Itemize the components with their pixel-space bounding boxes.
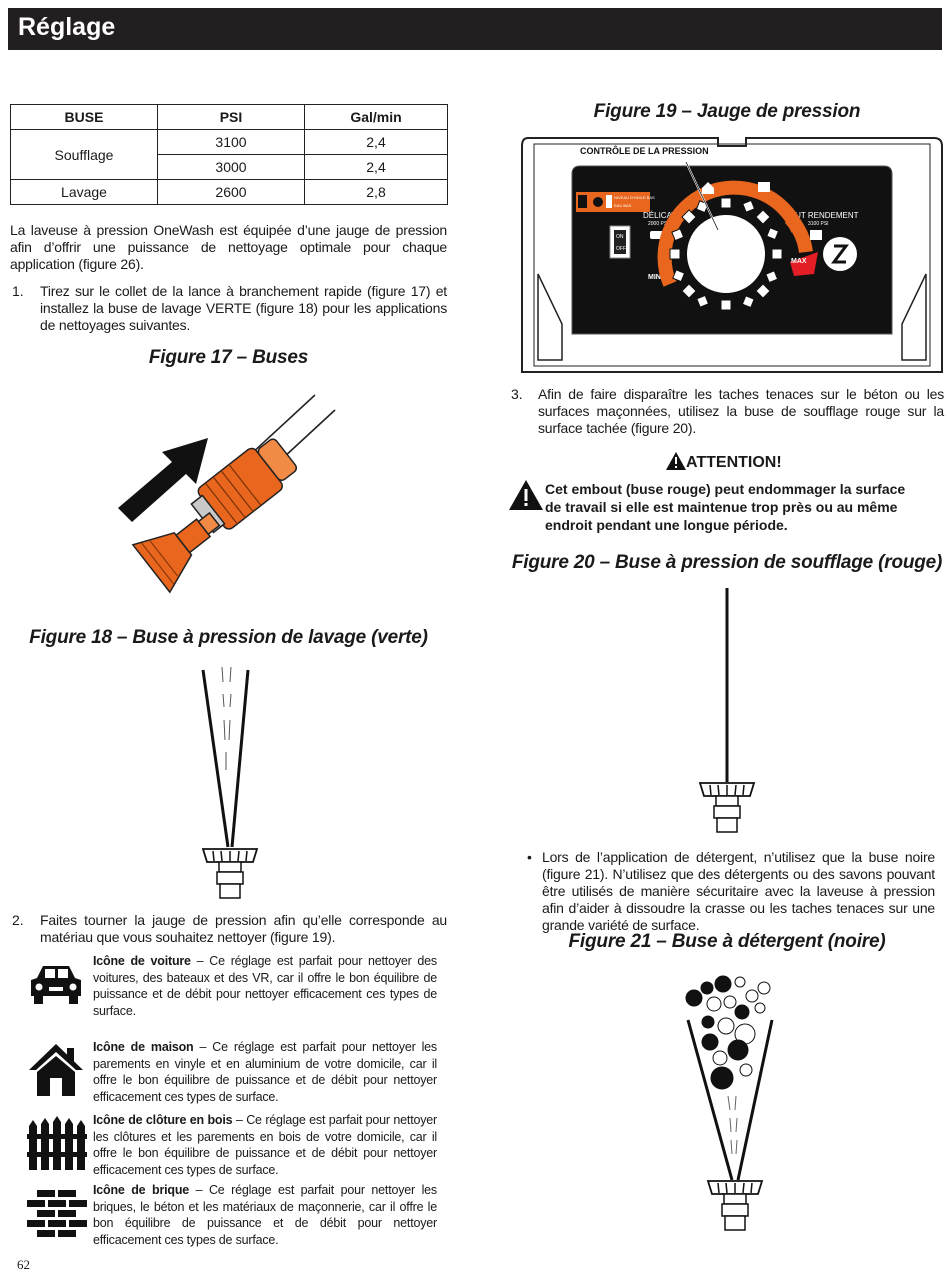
fence-icon [27, 1116, 87, 1170]
cell-buse-lavage: Lavage [11, 180, 158, 205]
attention-heading [666, 452, 782, 472]
cell-psi: 2600 [158, 180, 305, 205]
black-nozzle-soap-illustration [680, 970, 790, 1236]
max-label: MAX [791, 258, 807, 265]
red-nozzle-spray-illustration [695, 586, 759, 838]
low-water-label: EAU BAS [614, 203, 632, 208]
col-header-psi: PSI [158, 105, 305, 130]
intro-paragraph: La laveuse à pression OneWash est équipée d’une jauge de pression afin d’offrir une puissance de nettoyage optimale pour chaque application (figure 26). [10, 222, 447, 272]
warning-icon [666, 452, 686, 470]
house-icon [27, 1042, 85, 1098]
icon-car-description: Icône de voiture – Ce réglage est parfait pour nettoyer des voitures, des bateaux et des VR, car il offre le bon équilibre de puissance et de débit pour nettoyer efficacement ces types de surface. [93, 954, 437, 1018]
step1-number: 1. [12, 283, 24, 299]
page-title: Réglage [18, 13, 116, 41]
figure21-caption: Figure 21 – Buse à détergent (noire) [568, 931, 886, 952]
cell-psi: 3000 [158, 155, 305, 180]
icon-brick-description: Icône de brique – Ce réglage est parfait pour nettoyer les briques, le béton et les matériaux de maçonnerie, car il offre le bon équilibre de puissance et de débit pour nettoyer efficacement ces types de surface. [93, 1183, 437, 1247]
col-header-buse: BUSE [11, 105, 158, 130]
green-nozzle-spray-illustration [195, 662, 265, 902]
table-row [11, 180, 448, 205]
low-oil-label: NIVEAU D’HUILE BAS [614, 195, 655, 200]
car-icon [27, 962, 85, 1006]
step1-text: Tirez sur le collet de la lance à branchement rapide (figure 17) et installez la buse de lavage VERTE (figure 18) pour les applications de nettoyages suivantes. [40, 283, 447, 333]
step3-text: Afin de faire disparaître les taches tenaces sur le béton ou les surfaces maçonnées, utilisez la buse de soufflage rouge sur la surface tachée (figure 20). [538, 386, 944, 436]
col-header-gal: Gal/min [305, 105, 448, 130]
header-bar [8, 8, 942, 50]
step2-number: 2. [12, 912, 24, 928]
step3-number: 3. [511, 386, 523, 402]
nozzles-illustration [110, 390, 350, 605]
icon-brick-title: Icône de brique [93, 1183, 190, 1197]
icon-fence-description: Icône de clôture en bois – Ce réglage est parfait pour nettoyer les clôtures et les parements en bois de votre domicile, car il offre le bon équilibre de puissance et de débit pour nettoyer efficacement ces types de surface. [93, 1113, 437, 1177]
haut-psi-label: 3100 PSI [808, 221, 829, 227]
figure17-caption: Figure 17 – Buses [148, 347, 309, 368]
delicat-label: DÉLICAT [643, 211, 677, 220]
figure18-caption: Figure 18 – Buse à pression de lavage (verte) [29, 627, 428, 648]
switch-off-label: OFF [616, 246, 626, 252]
icon-car-title: Icône de voiture [93, 954, 191, 968]
attention-title: ATTENTION! [686, 454, 782, 471]
bullet-mark: • [527, 849, 532, 865]
icon-house-title: Icône de maison [93, 1040, 194, 1054]
page-number: 62 [17, 1257, 30, 1272]
min-label: MIN [648, 274, 661, 281]
spec-table [10, 104, 448, 205]
attention-text: Cet embout (buse rouge) peut endommager la surface de travail si elle est maintenue trop près ou au même endroit pendant une longue période. [545, 481, 906, 533]
figure19-caption: Figure 19 – Jauge de pression [593, 101, 861, 122]
icon-fence-title: Icône de clôture en bois [93, 1113, 233, 1127]
table-header-row [11, 105, 448, 130]
figure20-caption: Figure 20 – Buse à pression de soufflage (rouge) [511, 552, 943, 573]
cell-gal: 2,8 [305, 180, 448, 205]
warning-large-icon [509, 480, 543, 510]
cell-psi: 3100 [158, 130, 305, 155]
switch-on-label: ON [616, 234, 624, 240]
step2-text: Faites tourner la jauge de pression afin qu’elle corresponde au matériau que vous souhaitez nettoyer (figure 19). [40, 912, 447, 945]
brick-icon [27, 1190, 87, 1238]
cell-gal: 2,4 [305, 130, 448, 155]
icon-house-description: Icône de maison – Ce réglage est parfait pour nettoyer les parements en vinyle et en aluminium de votre domicile, car il offre le bon équilibre de puissance et de débit pour nettoyer efficacement ces types de surface. [93, 1040, 437, 1104]
table-row [11, 130, 448, 155]
pressure-gauge-illustration [518, 134, 946, 376]
pressure-control-label: CONTRÔLE DE LA PRESSION [580, 146, 709, 156]
cell-buse-soufflage: Soufflage [11, 130, 158, 180]
bullet-text: Lors de l’application de détergent, n’utilisez que la buse noire (figure 21). N’utilisez que des détergents ou des savons pouvant être utilisés de manière sécuritaire avec la laveuse à pression afin d’aider à dissoudre la crasse ou les taches tenaces sur une grande variété de surface. [542, 849, 935, 933]
delicat-psi-label: 2000 PSI [648, 221, 669, 227]
cell-gal: 2,4 [305, 155, 448, 180]
haut-rendement-label: HAUT RENDEMENT [784, 211, 859, 220]
